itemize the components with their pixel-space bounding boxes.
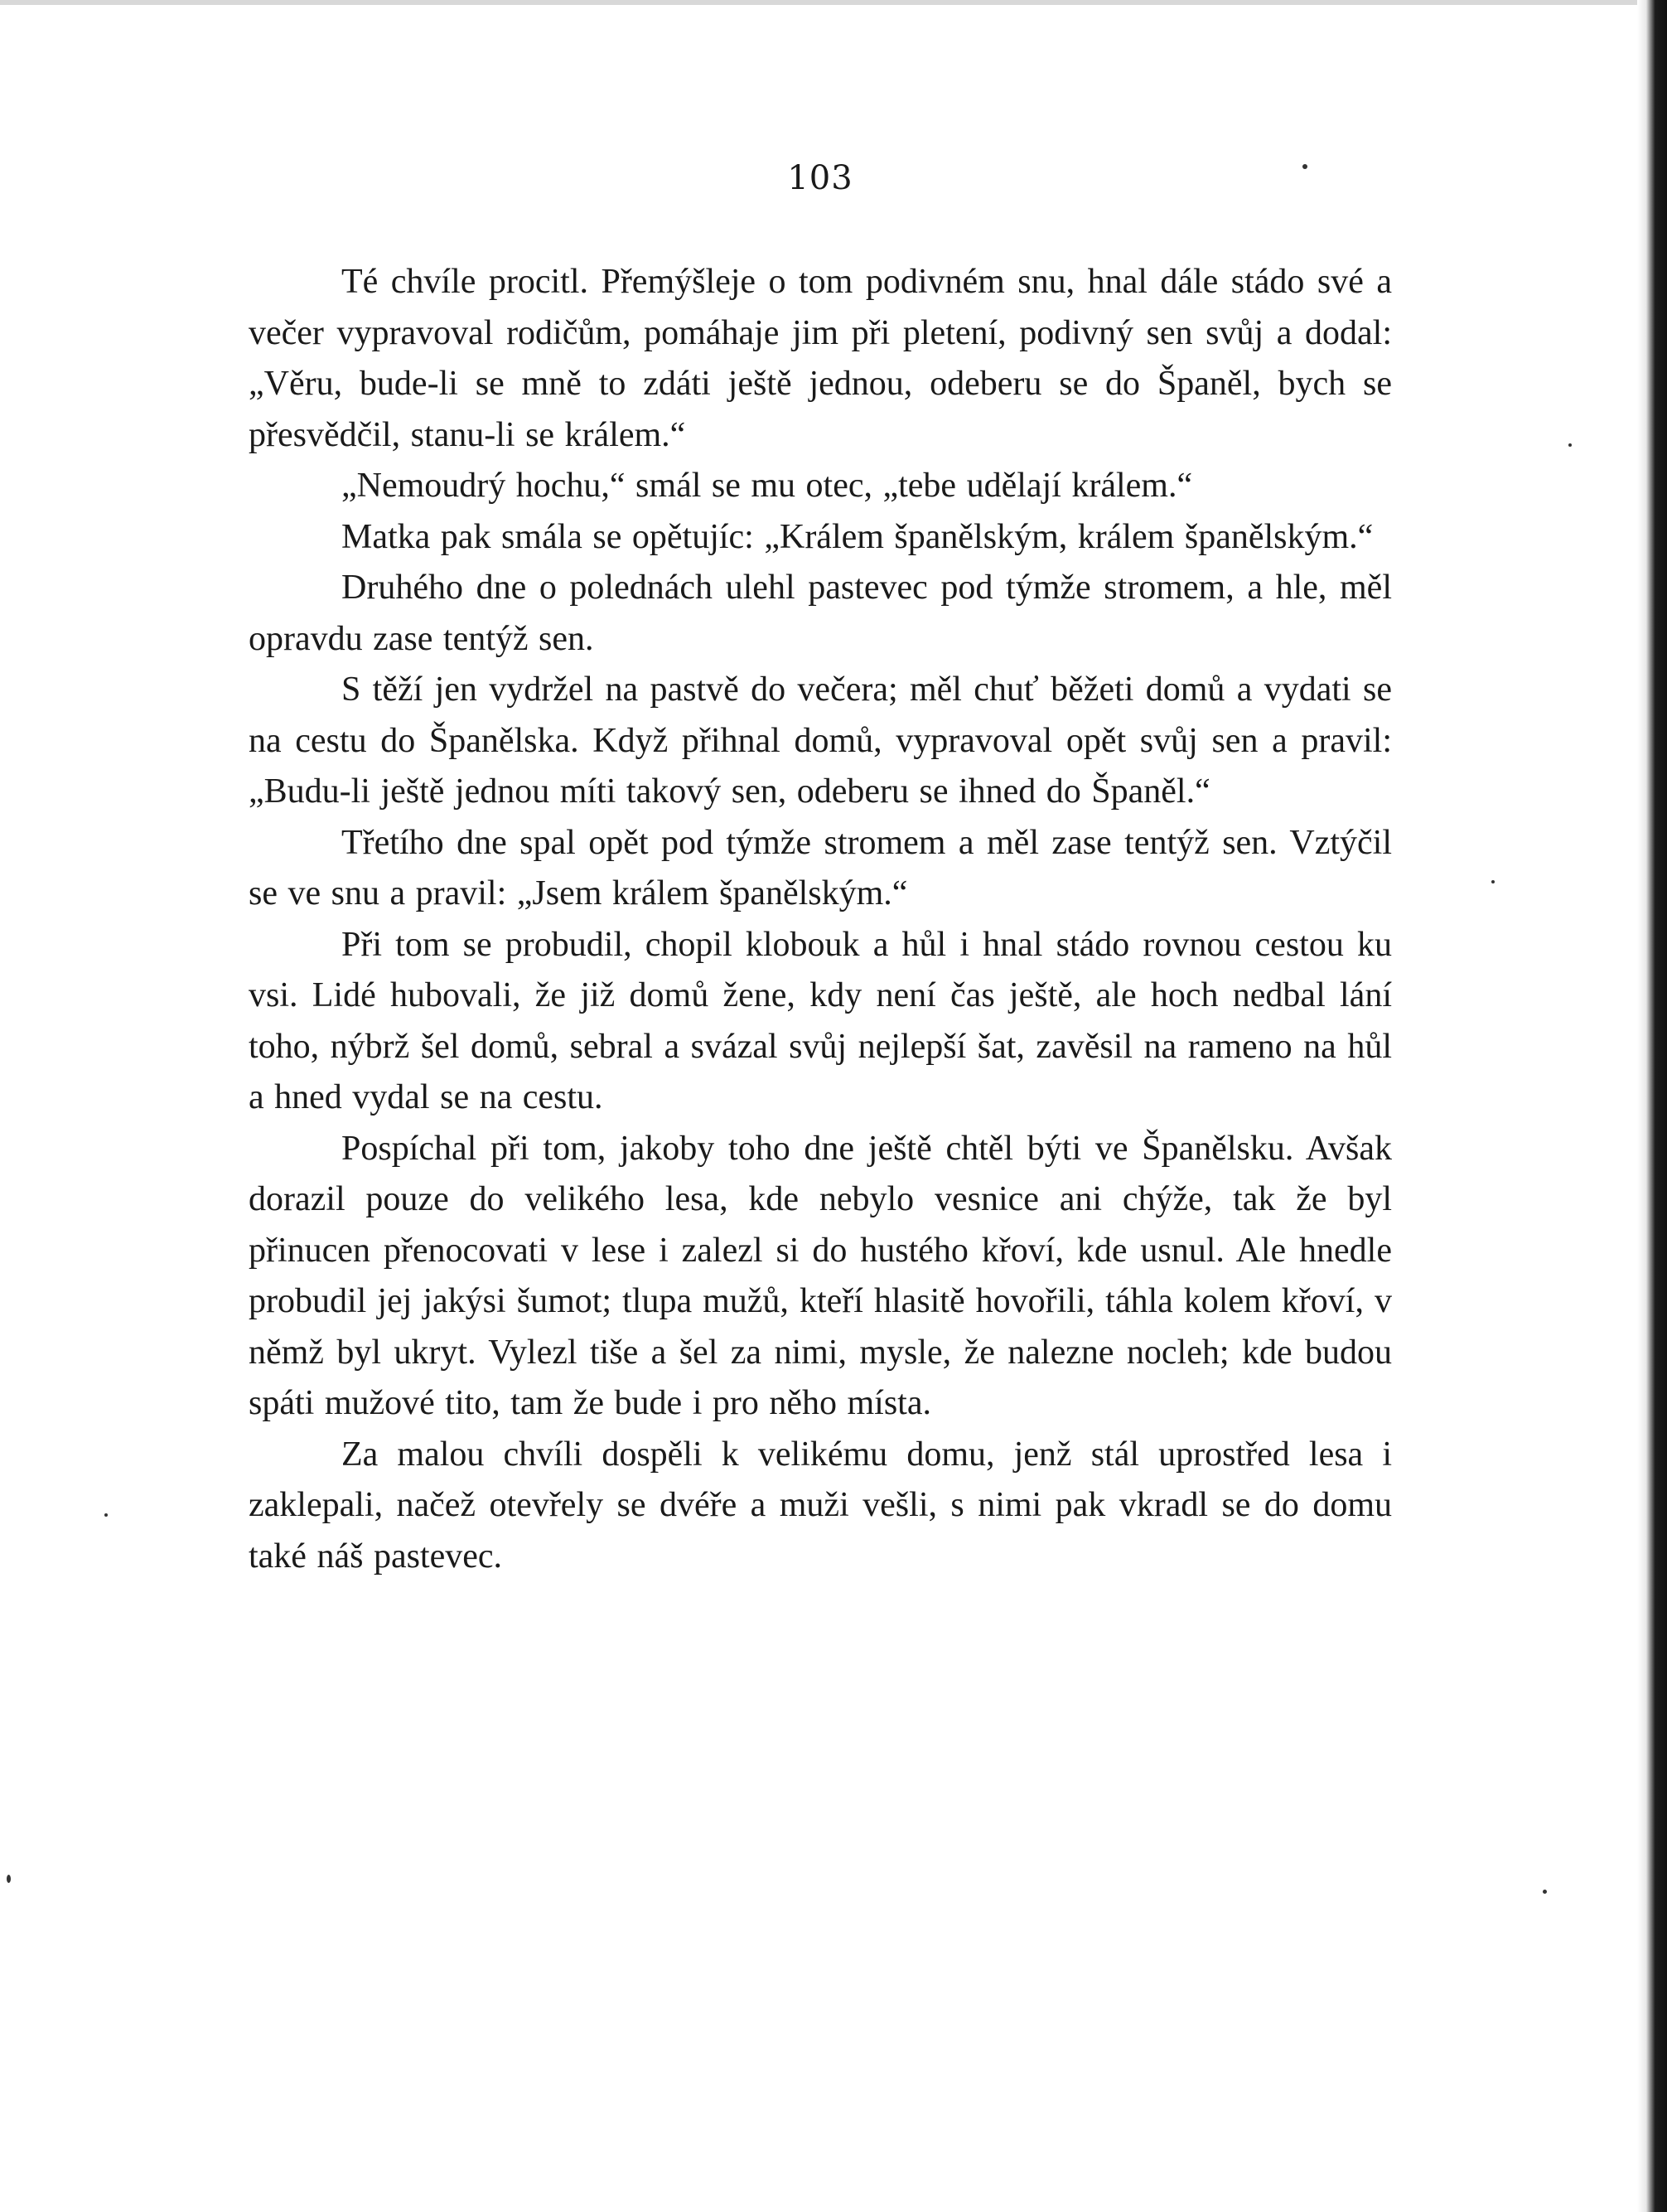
paragraph: Při tom se probudil, chopil klobouk a hůl i hnal stádo rovnou cestou ku vsi. Lidé hubovali, že již domů žene, kdy není čas ještě, ale hoch nedbal lání toho, nýbrž šel domů, sebral a svázal svůj nejlepší šat, zavěsil na rameno na hůl a hned vydal se na cestu. [249,925,1392,1116]
paragraph: S těží jen vydržel na pastvě do večera; měl chuť běžeti domů a vydati se na cestu do Španělska. Když přihnal domů, vypravoval opět svůj sen a pravil: „Budu-li ještě jednou míti takový sen, odeberu se ihned do Španěl.“ [249,670,1392,811]
paragraph: Té chvíle procitl. Přemýšleje o tom podivném snu, hnal dále stádo své a večer vypravoval rodičům, pomáhaje jim při pletení, podivný sen svůj a dodal: „Věru, bude-li se mně to zdáti ještě jednou, odeberu se do Španěl, bych se přesvědčil, stanu-li se králem.“ [249,263,1392,454]
paragraph: Za malou chvíli dospěli k velikému domu, jenž stál uprostřed lesa i zaklepali, načež otevřely se dvéře a muži vešli, s nimi pak vkradl se do domu také náš pastevec. [249,1435,1392,1576]
scan-speck [1543,1890,1547,1894]
paragraph: „Nemoudrý hochu,“ smál se mu otec, „tebe udělají králem.“ [341,467,1193,505]
scan-top-edge [0,0,1667,5]
page-number: 103 [787,159,853,197]
paragraph: Matka pak smála se opětujíc: „Králem španělským, králem španělským.“ [341,517,1374,556]
scan-speck [104,1513,108,1517]
scan-right-edge [1637,0,1667,2212]
scan-speck [1568,443,1572,447]
scan-speck [1302,164,1307,169]
scan-speck [1491,880,1495,883]
body-text [249,257,1392,1582]
paragraph: Pospíchal při tom, jakoby toho dne ještě chtěl býti ve Španělsku. Avšak dorazil pouze do velikého lesa, kde nebylo vesnice ani chýže, tak že byl přinucen přenocovati v lese i zalezl si do hustého křoví, kde usnul. Ale hnedle probudil jej jakýsi šumot; tlupa mužů, kteří hlasitě hovořili, táhla kolem křoví, v němž byl ukryt. Vylezl tiše a šel za nimi, mysle, že nalezne nocleh; kde budou spáti mužové tito, tam že bude i pro něho místa. [249,1129,1392,1422]
paragraph: Druhého dne o polednách ulehl pastevec pod týmže stromem, a hle, měl opravdu zase tentýž sen. [249,569,1392,658]
scan-speck [7,1875,11,1883]
paragraph: Třetího dne spal opět pod týmže stromem a měl zase tentýž sen. Vztýčil se ve snu a pravil: „Jsem králem španělským.“ [249,823,1392,912]
